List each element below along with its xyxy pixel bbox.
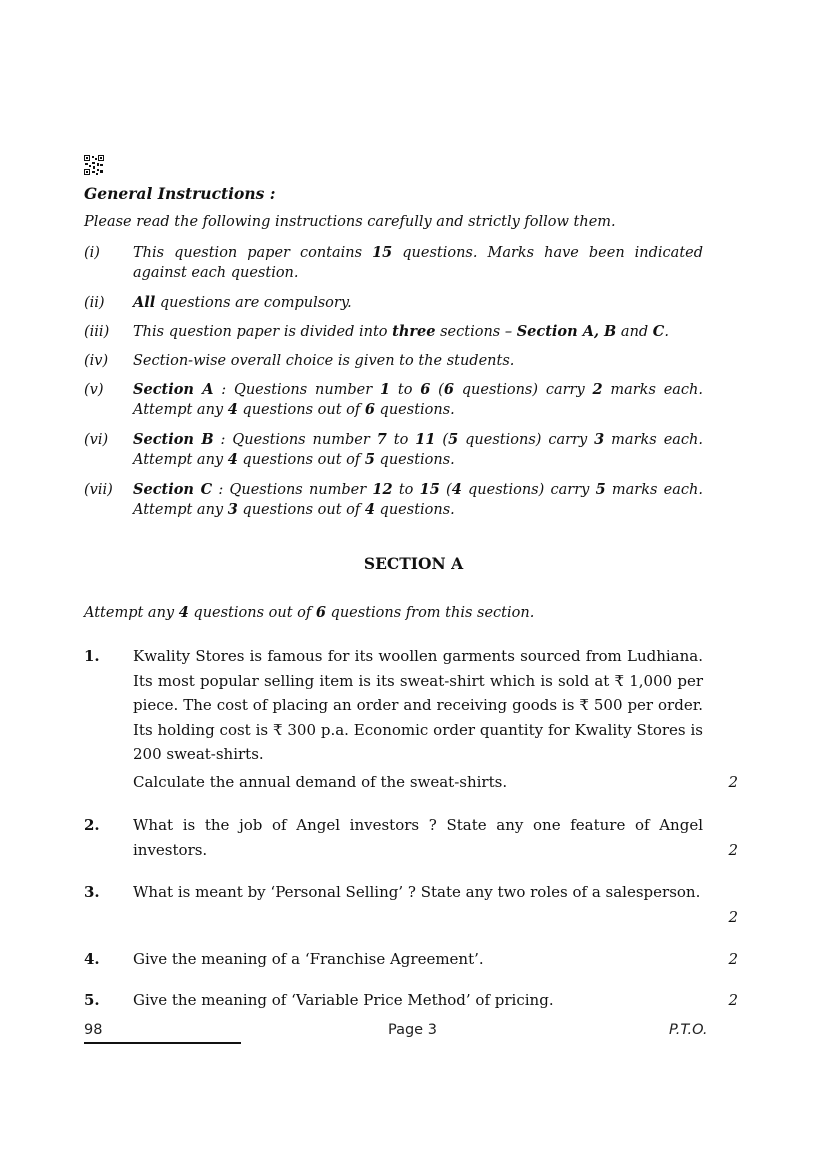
instruction-number: (iv)	[84, 353, 109, 369]
question-number: 3.	[84, 883, 100, 901]
instruction-number: (vii)	[84, 482, 113, 498]
instruction-number: (i)	[84, 245, 100, 261]
section-attempt-note: Attempt any 4 questions out of 6 questions from this section.	[84, 604, 535, 621]
general-instructions-intro: Please read the following instructions carefully and strictly follow them.	[84, 214, 616, 230]
instruction-text: This question paper contains 15 questions. Marks have been indicated against each question.	[133, 244, 704, 281]
question-marks: 2	[728, 991, 738, 1009]
question-marks: 2	[728, 950, 738, 968]
question-number: 2.	[84, 816, 100, 834]
instruction-text: All questions are compulsory.	[133, 294, 352, 311]
question-subtext: Calculate the annual demand of the sweat-shirts.	[133, 773, 508, 791]
page-number: Page 3	[388, 1022, 437, 1038]
instruction-text: Section A : Questions number 1 to 6 (6 questions) carry 2 marks each. Attempt any 4 questions out of 6 questions.	[133, 381, 704, 418]
instruction-text: This question paper is divided into three sections – Section A, B and C.	[133, 323, 669, 340]
question-number: 4.	[84, 950, 100, 968]
question-marks: 2	[728, 841, 738, 859]
question-text: Kwality Stores is famous for its woollen garments sourced from Ludhiana. Its most popular selling item is its sweat-shirt which is sold at ₹ 1,000 per piece. The cost of placing an order and receiving goods is ₹ 500 per order. Its holding cost is ₹ 300 p.a. Economic order quantity for Kwality Stores is 200 sweat-shirts.	[133, 647, 703, 763]
general-instructions-title: General Instructions :	[84, 184, 276, 203]
instruction-number: (ii)	[84, 295, 105, 311]
pto-label: P.T.O.	[669, 1022, 708, 1038]
instruction-number: (vi)	[84, 432, 109, 448]
question-marks: 2	[728, 773, 738, 791]
paper-code: 98	[84, 1022, 103, 1038]
section-title: SECTION A	[363, 554, 464, 573]
instruction-text: Section-wise overall choice is given to the students.	[133, 353, 515, 369]
qr-code-icon	[84, 155, 104, 175]
instruction-text: Section B : Questions number 7 to 11 (5 questions) carry 3 marks each. Attempt any 4 questions out of 5 questions.	[133, 431, 703, 468]
question-text: What is the job of Angel investors ? State any one feature of Angel investors.	[133, 816, 703, 859]
question-text: Give the meaning of a ‘Franchise Agreement’.	[133, 950, 484, 968]
question-marks: 2	[728, 908, 738, 926]
question-number: 1.	[84, 647, 100, 665]
instruction-number: (iii)	[84, 324, 110, 340]
instruction-text: Section C : Questions number 12 to 15 (4 questions) carry 5 marks each. Attempt any 3 questions out of 4 questions.	[133, 481, 703, 518]
question-text: Give the meaning of ‘Variable Price Method’ of pricing.	[133, 991, 554, 1009]
question-number: 5.	[84, 991, 100, 1009]
question-text: What is meant by ‘Personal Selling’ ? State any two roles of a salesperson.	[133, 883, 701, 901]
instruction-number: (v)	[84, 382, 104, 398]
footer-rule	[84, 1042, 241, 1044]
